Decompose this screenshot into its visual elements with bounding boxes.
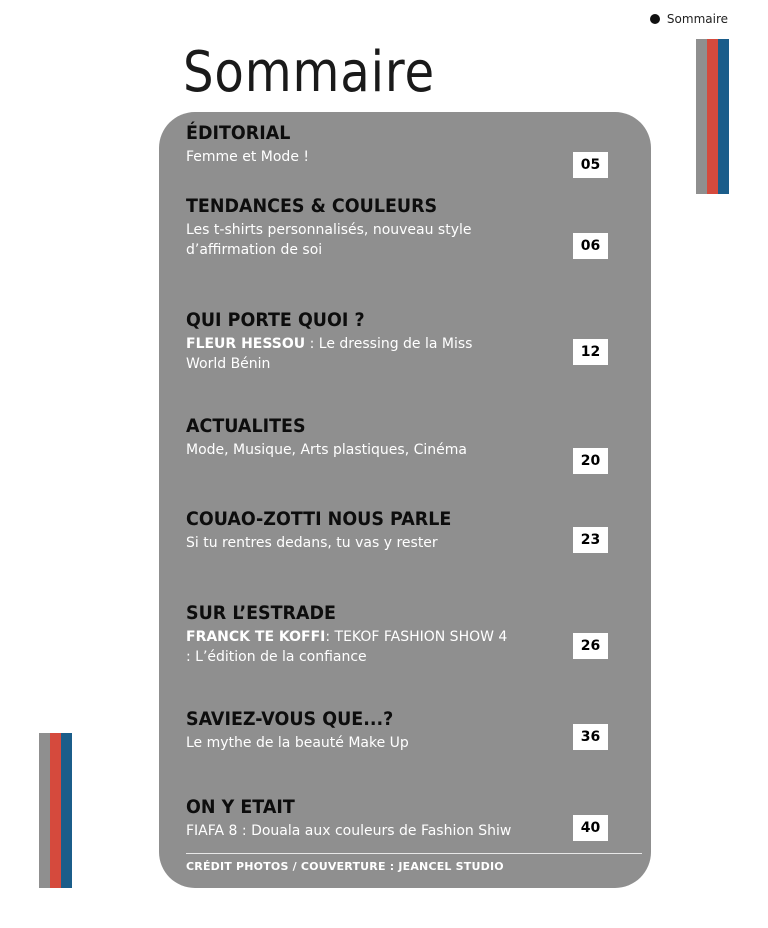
toc-entry-couao-zotti[interactable] <box>186 508 636 553</box>
entry-heading: COUAO-ZOTTI NOUS PARLE <box>186 508 452 530</box>
section-label: Sommaire <box>666 12 728 26</box>
page-number-badge[interactable]: 05 <box>573 152 608 178</box>
page-number-badge[interactable]: 40 <box>573 815 608 841</box>
stripe-red <box>50 733 61 888</box>
entry-subtitle: Si tu rentres dedans, tu vas y rester <box>186 535 438 551</box>
section-indicator <box>650 12 728 26</box>
toc-entry-actualites[interactable] <box>186 415 636 460</box>
entry-heading: SUR L’ESTRADE <box>186 602 336 624</box>
color-stripes-bottom-left <box>39 733 72 888</box>
page-number-badge[interactable]: 20 <box>573 448 608 474</box>
bullet-dot-icon <box>650 14 660 24</box>
stripe-gray <box>39 733 50 888</box>
stripe-red <box>707 39 718 194</box>
entry-heading: ÉDITORIAL <box>186 122 291 144</box>
entry-subtitle: Mode, Musique, Arts plastiques, Cinéma <box>186 442 467 458</box>
photo-credits: CRÉDIT PHOTOS / COUVERTURE : JEANCEL STUDIO <box>186 860 504 873</box>
page-number-badge[interactable]: 06 <box>573 233 608 259</box>
stripe-gray <box>696 39 707 194</box>
toc-entry-saviez-vous[interactable] <box>186 708 636 753</box>
toc-entry-sur-l-estrade[interactable] <box>186 602 636 667</box>
divider-line <box>186 853 642 854</box>
entry-subtitle: FRANCK TE KOFFI: TEKOF FASHION SHOW 4 : L’édition de la confiance <box>186 629 508 665</box>
toc-entry-on-y-etait[interactable] <box>186 796 636 841</box>
entry-subtitle: Les t-shirts personnalisés, nouveau style d’affirmation de soi <box>186 222 472 258</box>
stripe-blue <box>718 39 729 194</box>
contents-panel <box>159 112 651 888</box>
entry-subtitle: FIAFA 8 : Douala aux couleurs de Fashion Shiw <box>186 823 512 839</box>
entry-heading: SAVIEZ-VOUS QUE...? <box>186 708 394 730</box>
entry-heading: QUI PORTE QUOI ? <box>186 309 365 331</box>
entry-heading: ACTUALITES <box>186 415 306 437</box>
stripe-blue <box>61 733 72 888</box>
toc-entry-editorial[interactable] <box>186 122 636 167</box>
page-number-badge[interactable]: 36 <box>573 724 608 750</box>
page-title: Sommaire <box>183 40 436 105</box>
entry-subtitle: Le mythe de la beauté Make Up <box>186 735 409 751</box>
page-number-badge[interactable]: 12 <box>573 339 608 365</box>
entry-heading: ON Y ETAIT <box>186 796 295 818</box>
color-stripes-top-right <box>696 39 729 194</box>
entry-subtitle: FLEUR HESSOU : Le dressing de la Miss World Bénin <box>186 336 473 372</box>
toc-entry-qui-porte-quoi[interactable] <box>186 309 636 374</box>
entry-heading: TENDANCES & COULEURS <box>186 195 438 217</box>
page-number-badge[interactable]: 23 <box>573 527 608 553</box>
toc-entry-tendances[interactable] <box>186 195 636 260</box>
entry-subtitle: Femme et Mode ! <box>186 149 309 165</box>
page-number-badge[interactable]: 26 <box>573 633 608 659</box>
